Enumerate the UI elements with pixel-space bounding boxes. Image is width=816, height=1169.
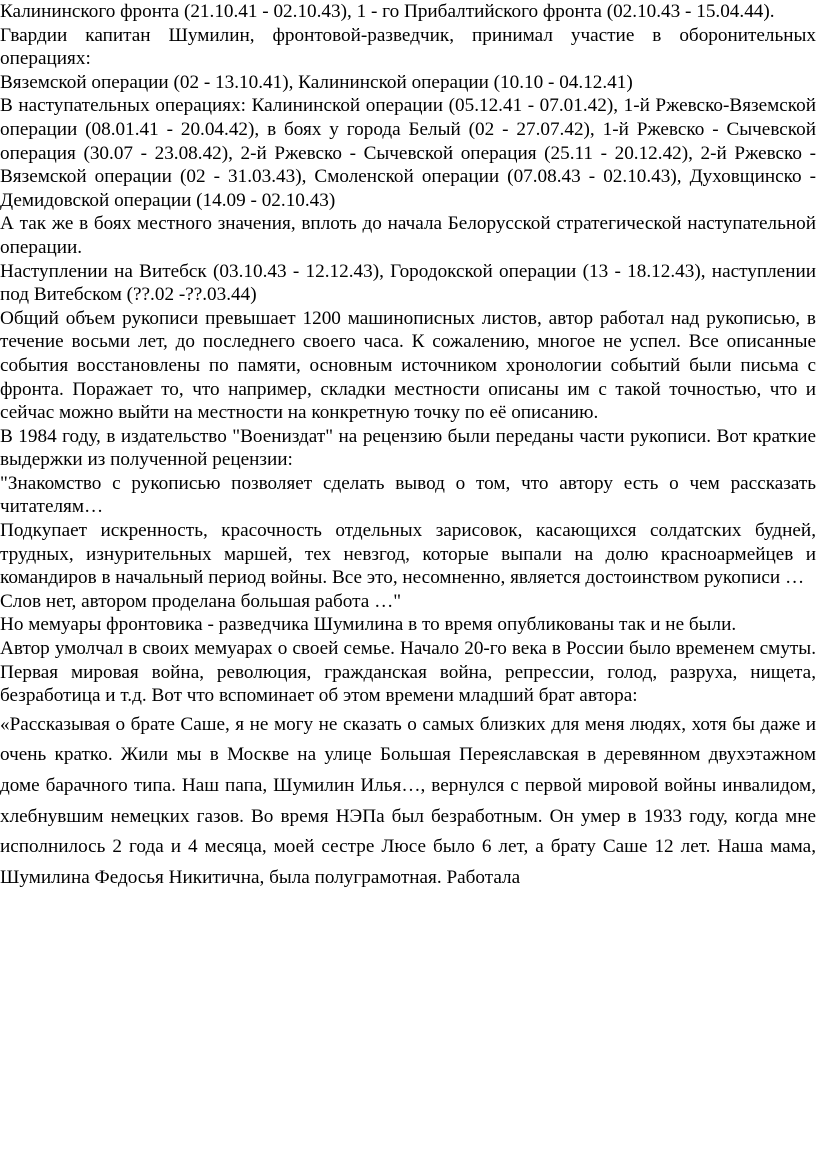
paragraph-vitebsk: Наступлении на Витебск (03.10.43 - 12.12.43), Городокской операции (13 - 18.12.43), наступлении под Витебском (??.02 -??.03.44)	[0, 260, 816, 306]
paragraph-defensive-ops: Гвардии капитан Шумилин, фронтовой-разведчик, принимал участие в оборонительных операциях:	[0, 24, 816, 70]
paragraph-manuscript: Общий объем рукописи превышает 1200 машинописных листов, автор работал над рукописью, в течение восьми лет, до последнего своего часа. К сожалению, многое не успел. Все описанные события восстановлены по памяти, основным источником хронологии событий были письма с фронта. Поражает то, что например, складки местности описаны им с такой точностью, что и сейчас можно выйти на местности на конкретную точку по её описанию.	[0, 307, 816, 424]
paragraph-family: Автор умолчал в своих мемуарах о своей семье. Начало 20-го века в России было временем смуты. Первая мировая война, революция, гражданская война, репрессии, голод, разруха, нищета, безработица и т.д. Вот что вспоминает об этом времени младший брат автора:	[0, 638, 816, 707]
paragraph-review-quote-3: Слов нет, автором проделана большая работа …"	[0, 590, 402, 612]
paragraph-brother-memoir: «Рассказывая о брате Саше, я не могу не сказать о самых близких для меня людях, хотя бы даже и очень кратко. Жили мы в Москве на улице Большая Переяславская в деревянном двухэтажном доме барачного типа. Наш папа, Шумилин Илья…, вернулся с первой мировой войны инвалидом, хлебнувшим немецких газов. Во время НЭПа был безработным. Он умер в 1933 году, когда мне исполнилось 2 года и 4 месяца, моей сестре Люсе было 6 лет, а брату Саше 12 лет. Наша мама, Шумилина Федосья Никитична, была полуграмотная. Работала	[0, 713, 816, 888]
paragraph-voenizdat: В 1984 году, в издательство "Воениздат" на рецензию были переданы части рукописи. Вот краткие выдержки из полученной рецензии:	[0, 425, 816, 471]
paragraph-local-battles: А так же в боях местного значения, вплоть до начала Белорусской стратегической наступательной операции.	[0, 213, 816, 258]
paragraph-review-quote-2: Подкупает искренность, красочность отдельных зарисовок, касающихся солдатских будней, трудных, изнурительных маршей, тех невзгод, которые выпали на долю красноармейцев и командиров в начальный период войны. Все это, несомненно, является достоинством рукописи …	[0, 520, 816, 589]
paragraph-offensive-ops: В наступательных операциях: Калининской операции (05.12.41 - 07.01.42), 1-й Ржевско-Вяземской операции (08.01.41 - 20.04.42), в боях у города Белый (02 - 27.07.42), 1-й Ржевско - Сычевской операция (30.07 - 23.08.42), 2-й Ржевско - Сычевской операция (25.11 - 20.12.42), 2-й Ржевско - Вяземской операции (02 - 31.03.43), Смоленской операции (07.08.43 - 02.10.43), Духовщинско - Демидовской операции (14.09 - 02.10.43)	[0, 95, 816, 211]
paragraph-fronts: Калининского фронта (21.10.41 - 02.10.43), 1 - го Прибалтийского фронта (02.10.43 - 15.04.44).	[0, 1, 775, 22]
paragraph-vyazma-ops: Вяземской операции (02 - 13.10.41), Калининской операции (10.10 - 04.12.41)	[0, 71, 633, 93]
paragraph-unpublished: Но мемуары фронтовика - разведчика Шумилина в то время опубликованы так и не были.	[0, 614, 737, 636]
paragraph-review-quote-1: "Знакомство с рукописью позволяет сделать вывод о том, что автору есть о чем рассказать читателям…	[0, 472, 816, 518]
